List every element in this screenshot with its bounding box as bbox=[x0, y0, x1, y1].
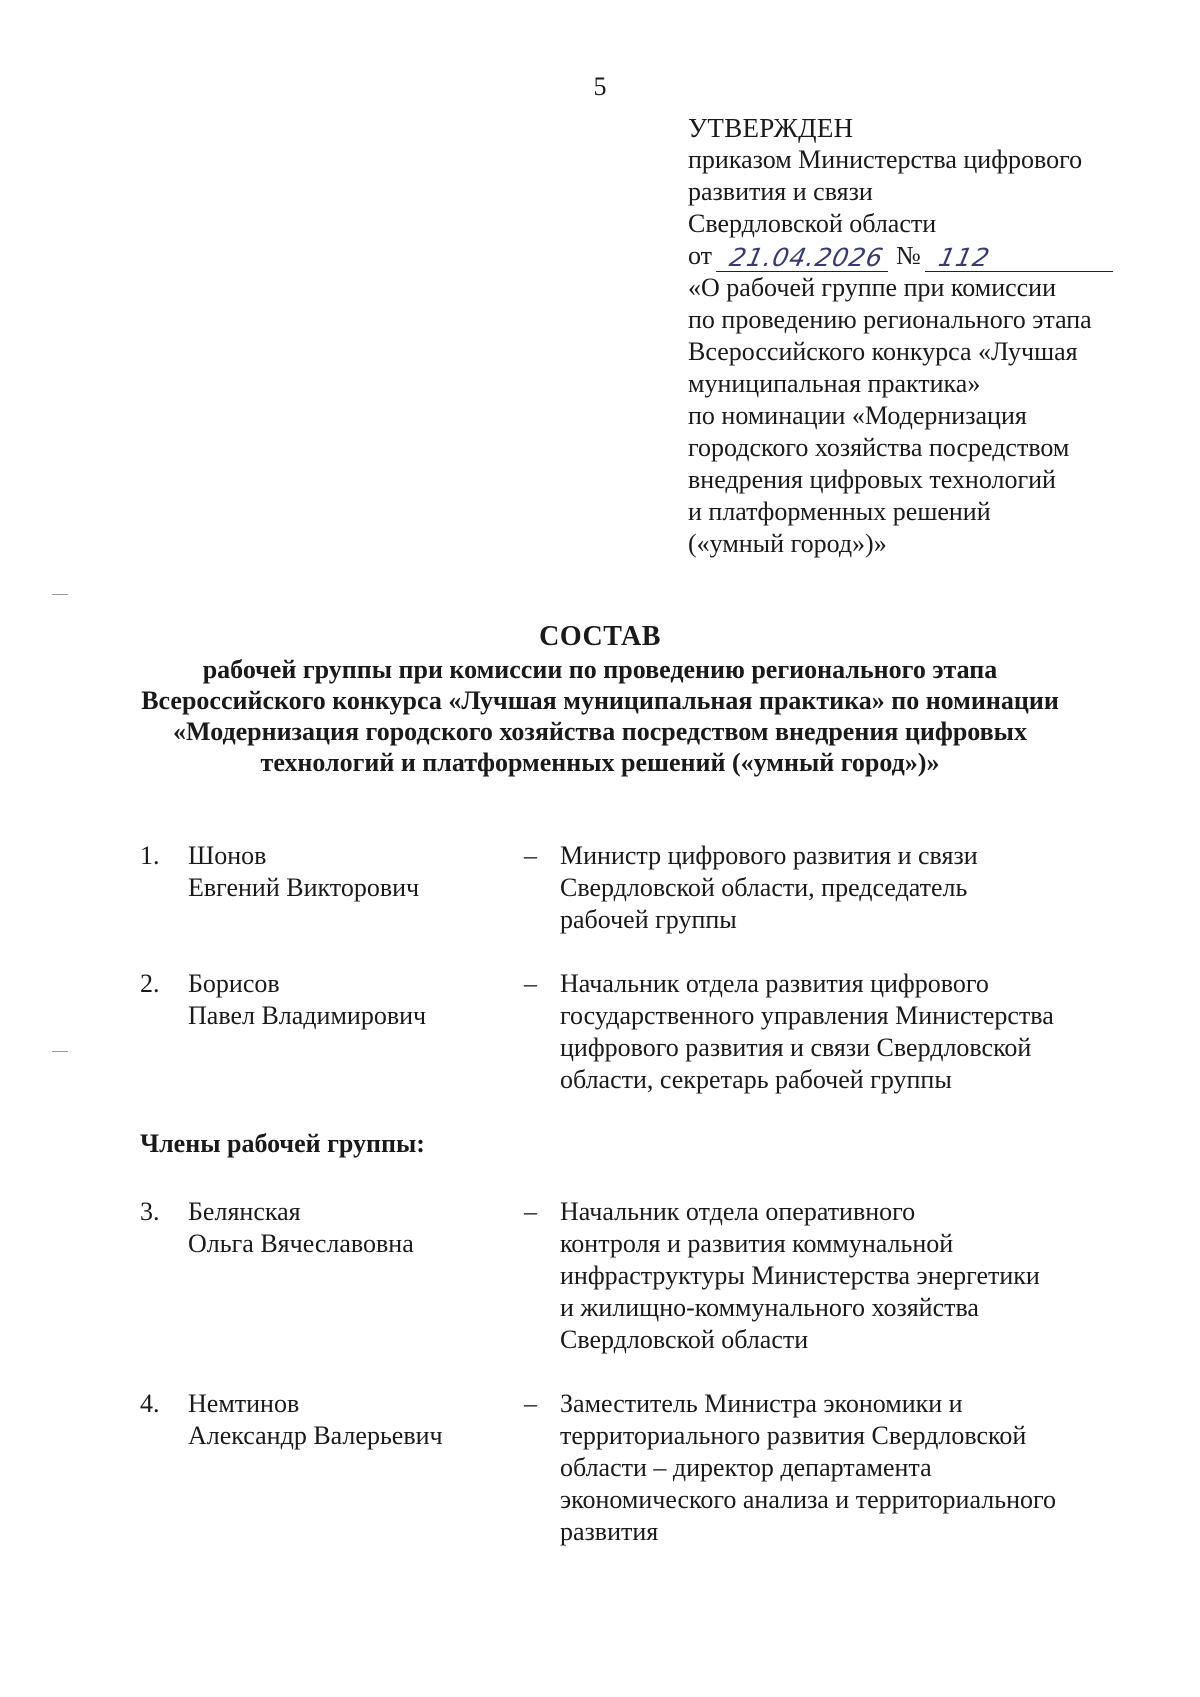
title-line: технологий и платформенных решений («умный город»)» bbox=[260, 748, 940, 777]
member-entry bbox=[140, 1388, 1140, 1548]
subject-line: внедрения цифровых технологий bbox=[688, 465, 1056, 494]
member-number: 2. bbox=[140, 969, 160, 998]
member-surname: Немтинов bbox=[188, 1389, 300, 1418]
subject-line: по номинации «Модернизация bbox=[688, 401, 1027, 430]
handwritten-number: 112 bbox=[935, 243, 993, 272]
date-blank bbox=[716, 243, 888, 272]
member-given-name: Евгений Викторович bbox=[188, 873, 420, 902]
approval-line: Свердловской области bbox=[688, 209, 937, 238]
member-name bbox=[188, 840, 524, 936]
member-entry bbox=[140, 1196, 1140, 1356]
position-line: экономического анализа и территориального bbox=[560, 1485, 1057, 1514]
member-number: 1. bbox=[140, 841, 160, 870]
scan-margin-mark bbox=[52, 594, 68, 595]
members-section-heading: Члены рабочей группы: bbox=[140, 1129, 425, 1158]
position-line: развития bbox=[560, 1517, 659, 1546]
member-position bbox=[560, 1388, 1120, 1548]
subject-line: Всероссийского конкурса «Лучшая bbox=[688, 337, 1078, 366]
position-line: Министр цифрового развития и связи bbox=[560, 841, 978, 870]
position-line: государственного управления Министерства bbox=[560, 1001, 1054, 1030]
subject-line: по проведению регионального этапа bbox=[688, 305, 1092, 334]
subject-line: и платформенных решений bbox=[688, 497, 991, 526]
approval-heading: УТВЕРЖДЕН bbox=[688, 113, 854, 143]
position-line: рабочей группы bbox=[560, 905, 737, 934]
subject-line: «О рабочей группе при комиссии bbox=[688, 273, 1057, 302]
title-subtitle bbox=[100, 654, 1100, 778]
title-main: СОСТАВ bbox=[539, 621, 661, 652]
member-entry bbox=[140, 968, 1140, 1096]
order-date-number-line bbox=[688, 240, 1148, 272]
member-name bbox=[188, 1388, 524, 1548]
position-line: Начальник отдела оперативного bbox=[560, 1197, 916, 1226]
position-line: Начальник отдела развития цифрового bbox=[560, 969, 989, 998]
subject-line: («умный город»)» bbox=[688, 529, 887, 558]
position-line: и жилищно-коммунального хозяйства bbox=[560, 1293, 979, 1322]
position-line: области – директор департамента bbox=[560, 1453, 932, 1482]
member-position bbox=[560, 968, 1120, 1096]
subject-line: муниципальная практика» bbox=[688, 369, 981, 398]
scan-margin-mark bbox=[52, 1051, 68, 1052]
page-number: 5 bbox=[593, 72, 607, 101]
position-line: контроля и развития коммунальной bbox=[560, 1229, 954, 1258]
member-surname: Белянская bbox=[188, 1197, 301, 1226]
position-line: Заместитель Министра экономики и bbox=[560, 1389, 963, 1418]
dash-separator: – bbox=[524, 1389, 537, 1418]
position-line: области, секретарь рабочей группы bbox=[560, 1065, 952, 1094]
approval-line: приказом Министерства цифрового bbox=[688, 145, 1083, 174]
approval-stamp-block bbox=[688, 112, 1148, 560]
position-line: инфраструктуры Министерства энергетики bbox=[560, 1261, 1040, 1290]
dash-separator: – bbox=[524, 969, 537, 998]
dash-separator: – bbox=[524, 841, 537, 870]
member-name bbox=[188, 1196, 524, 1356]
position-line: территориального развития Свердловской bbox=[560, 1421, 1027, 1450]
subject-line: городского хозяйства посредством bbox=[688, 433, 1070, 462]
title-line: Всероссийского конкурса «Лучшая муниципальная практика» по номинации bbox=[141, 686, 1059, 715]
position-line: Свердловской области, председатель bbox=[560, 873, 968, 902]
member-given-name: Павел Владимирович bbox=[188, 1001, 427, 1030]
number-blank bbox=[925, 243, 1113, 272]
member-given-name: Ольга Вячеславовна bbox=[188, 1229, 414, 1258]
member-surname: Борисов bbox=[188, 969, 280, 998]
member-position bbox=[560, 1196, 1120, 1356]
member-number: 4. bbox=[140, 1389, 160, 1418]
member-given-name: Александр Валерьевич bbox=[188, 1421, 443, 1450]
position-line: цифрового развития и связи Свердловской bbox=[560, 1033, 1032, 1062]
member-surname: Шонов bbox=[188, 841, 267, 870]
membership-list bbox=[140, 840, 1140, 1580]
handwritten-date: 21.04.2026 bbox=[727, 243, 887, 272]
member-number: 3. bbox=[140, 1197, 160, 1226]
member-entry bbox=[140, 840, 1140, 936]
date-prefix: от bbox=[688, 241, 713, 270]
member-position bbox=[560, 840, 1120, 936]
approval-line: развития и связи bbox=[688, 177, 873, 206]
dash-separator: – bbox=[524, 1197, 537, 1226]
position-line: Свердловской области bbox=[560, 1325, 809, 1354]
document-title bbox=[0, 620, 1200, 778]
title-line: рабочей группы при комиссии по проведению регионального этапа bbox=[202, 655, 998, 684]
title-line: «Модернизация городского хозяйства посредством внедрения цифровых bbox=[173, 717, 1027, 746]
number-sign: № bbox=[896, 241, 921, 270]
member-name bbox=[188, 968, 524, 1096]
